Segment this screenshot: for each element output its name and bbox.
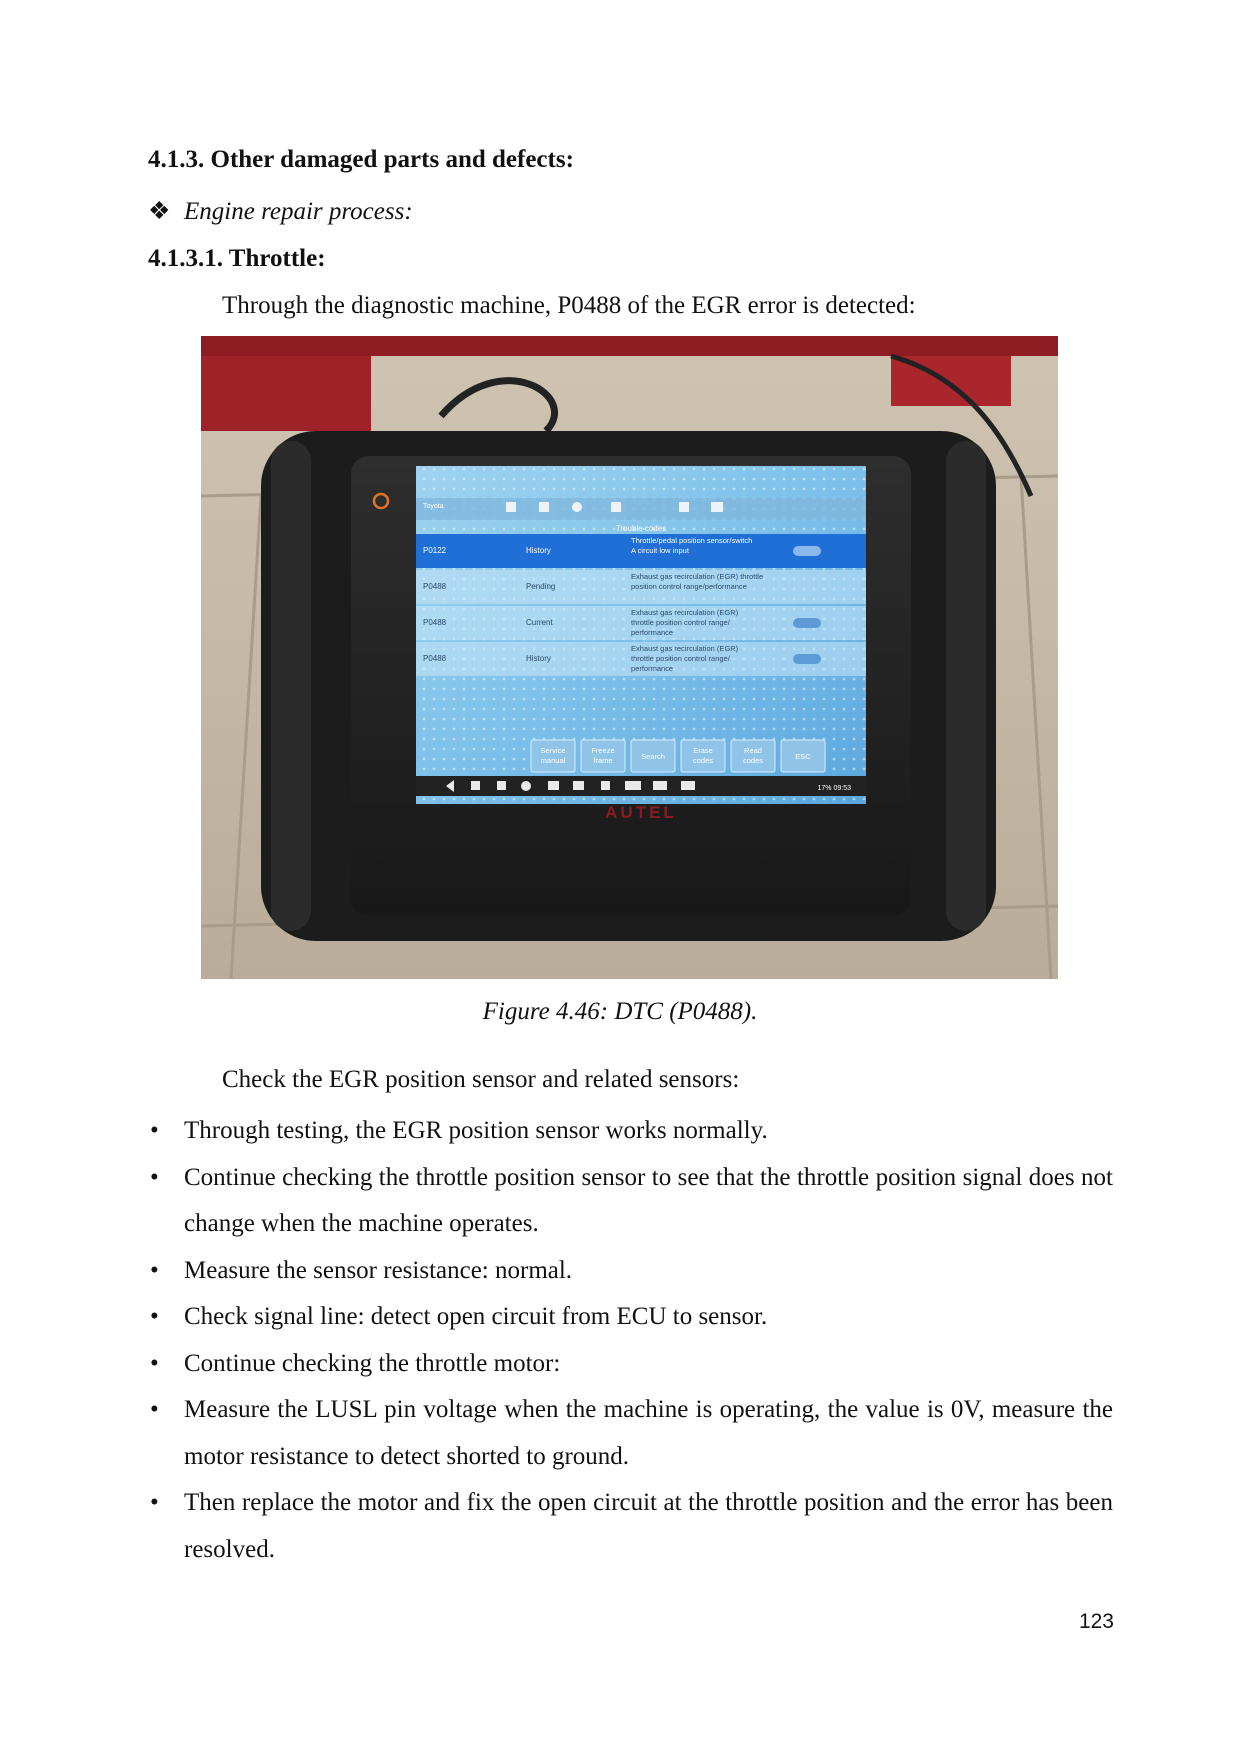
screen-button-label: frame: [593, 756, 613, 765]
page-number: 123: [1078, 1610, 1114, 1633]
dtc-code: P0488: [423, 582, 447, 591]
screen-button[interactable]: [731, 740, 775, 772]
screen-button-label: codes: [742, 756, 764, 765]
code-row[interactable]: [416, 570, 866, 604]
screen-button[interactable]: [631, 740, 675, 772]
screen-button[interactable]: [581, 740, 625, 772]
code-row[interactable]: [416, 534, 866, 568]
status-bar: 17% 09:53: [817, 785, 851, 792]
freeze-frame-icon: [793, 654, 821, 664]
screen-button-label: Freeze: [591, 746, 615, 755]
list-item: • Then replace the motor and fix the open circuit at the throttle position and the error has been resolved.: [148, 1480, 1113, 1573]
section-heading-4-1-3: 4.1.3. Other damaged parts and defects:: [148, 146, 574, 173]
dtc-status: Pending: [526, 582, 556, 591]
diagnostic-device-illustration: [201, 336, 1058, 979]
dtc-description: A circuit low input: [631, 546, 689, 555]
bullet-list: [148, 1108, 1113, 1573]
list-item: • Through testing, the EGR position sensor works normally.: [148, 1108, 1113, 1155]
figure-photo: [201, 336, 1058, 979]
dtc-status: Current: [526, 618, 553, 627]
screen-button[interactable]: [681, 740, 725, 772]
screen-button-label: Service: [540, 746, 566, 755]
diamond-bullet-icon: ❖: [148, 198, 171, 225]
intro-paragraph: Through the diagnostic machine, P0488 of the EGR error is detected:: [222, 292, 916, 319]
device-brand-logo: AUTEL: [605, 803, 677, 822]
dtc-code: P0122: [423, 546, 447, 555]
screen-button-label: ESC: [795, 752, 811, 761]
dtc-description: position control range/performance: [631, 582, 747, 591]
screen-button-label: manual: [540, 756, 566, 765]
freeze-frame-icon: [793, 618, 821, 628]
dtc-description: Exhaust gas recirculation (EGR) throttle: [631, 572, 764, 581]
subheading-engine-repair: [148, 196, 413, 226]
screen-button-label: Erase: [693, 746, 713, 755]
code-row[interactable]: [416, 606, 866, 640]
dtc-description: Throttle/pedal position sensor/switch: [631, 536, 753, 545]
screen-button[interactable]: [531, 740, 575, 772]
vehicle-label: Toyota: [423, 503, 444, 510]
dtc-description: Exhaust gas recirculation (EGR): [631, 608, 739, 617]
list-item: • Measure the LUSL pin voltage when the machine is operating, the value is 0V, measure the motor resistance to detect shorted to ground.: [148, 1387, 1113, 1480]
screen-button-label: codes: [692, 756, 714, 765]
dtc-description: throttle position control range/: [631, 654, 730, 663]
list-item: • Continue checking the throttle position sensor to see that the throttle position signal does not change when the machine operates.: [148, 1155, 1113, 1248]
dtc-status: History: [526, 654, 551, 663]
dtc-description: performance: [631, 664, 674, 673]
dtc-description: performance: [631, 628, 674, 637]
screen-button[interactable]: [781, 740, 825, 772]
trouble-codes-title: Trouble codes: [615, 524, 667, 533]
subheading-text: Engine repair process:: [184, 198, 413, 225]
figure-caption: Figure 4.46: DTC (P0488).: [482, 998, 758, 1025]
dtc-description: throttle position control range/: [631, 618, 730, 627]
dtc-code: P0488: [423, 654, 447, 663]
freeze-frame-icon: [793, 546, 821, 556]
dtc-status: History: [526, 546, 551, 555]
screen-button-label: Read: [744, 746, 762, 755]
dtc-description: Exhaust gas recirculation (EGR): [631, 644, 739, 653]
list-item: • Continue checking the throttle motor:: [148, 1341, 1113, 1388]
screen-button-label: Search: [641, 752, 665, 761]
check-intro-paragraph: Check the EGR position sensor and related sensors:: [222, 1066, 740, 1093]
section-heading-4-1-3-1: 4.1.3.1. Throttle:: [148, 245, 326, 272]
code-row[interactable]: [416, 642, 866, 676]
list-item: • Check signal line: detect open circuit from ECU to sensor.: [148, 1294, 1113, 1341]
dtc-code: P0488: [423, 618, 447, 627]
list-item: • Measure the sensor resistance: normal.: [148, 1248, 1113, 1295]
